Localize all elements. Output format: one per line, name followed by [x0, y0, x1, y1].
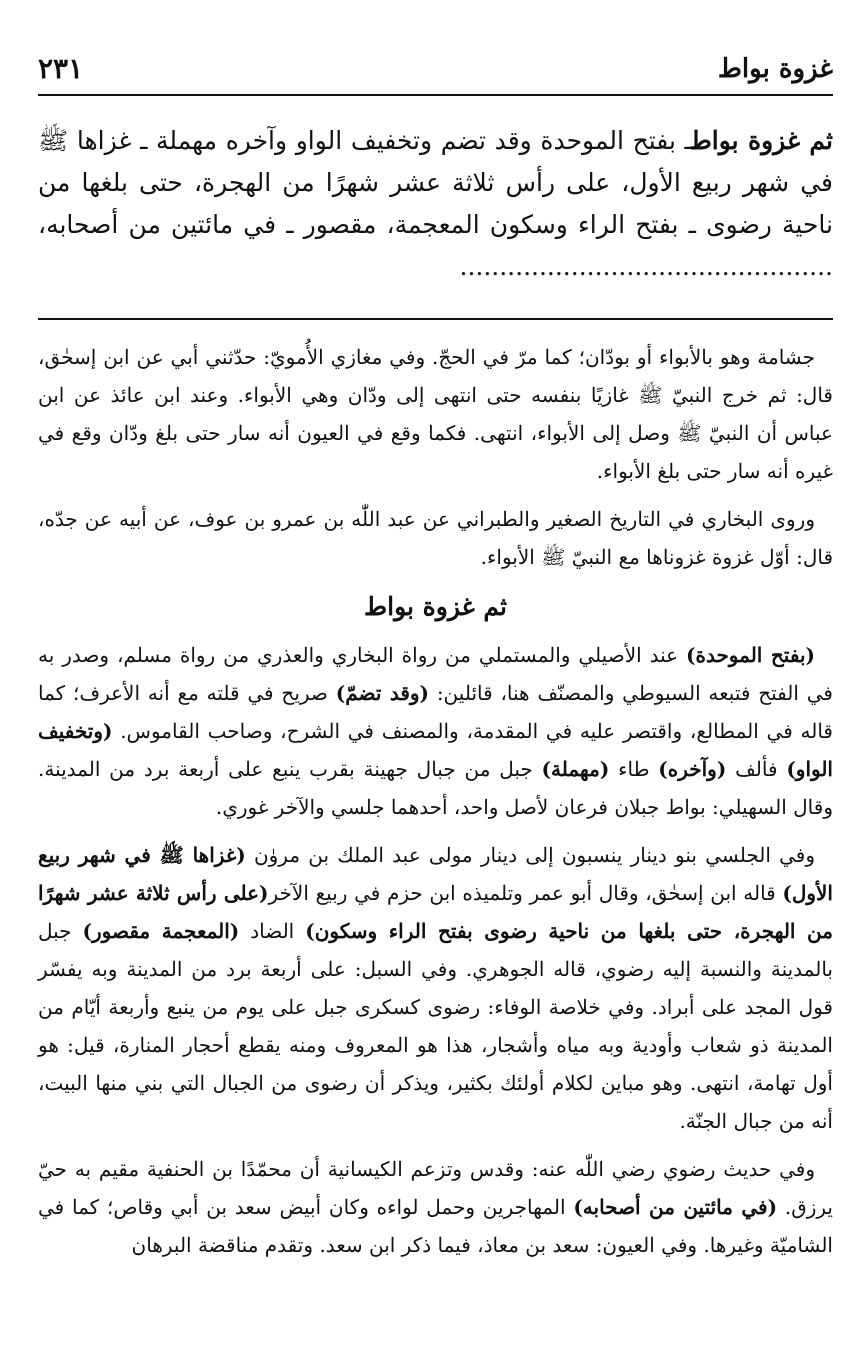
main-paragraph — [38, 120, 833, 288]
separator-rule — [38, 318, 833, 320]
page-header — [38, 50, 833, 96]
page-number: ٢٣١ — [38, 52, 84, 85]
bold-term: (وآخره) — [658, 757, 727, 781]
main-intro-bold: ثم غزوة بواط — [691, 126, 834, 155]
bold-term: (المعجمة مقصور) — [82, 919, 240, 943]
text-run: المهاجرين وحمل لواءه وكان أبيض سعد بن أبي وقاص؛ كما في الشاميّة وغيرها. وفي العيون: سعد بن معاذ، فيما ذكر ابن سعد. وتقدم مناقضة البرهان — [38, 1195, 833, 1257]
text-run: صريح في قلته مع أنه الأعرف؛ كما قاله في المطالع، واقتصر عليه في المقدمة، والمصنف في الشرح، وصاحب القاموس. — [38, 681, 833, 743]
commentary-paragraph-2: وروى البخاري في التاريخ الصغير والطبراني عن عبد اللّٰه بن عمرو بن عوف، عن أبيه عن جدّه، قال: أوّل غزوة غزوناها مع النبيّ ﷺ الأبواء. — [38, 507, 833, 569]
main-intro-text: ـ بفتح الموحدة وقد تضم وتخفيف الواو وآخره مهملة ـ غزاها ﷺ في شهر ربيع الأول، على رأس ثلاثة عشر شهرًا من الهجرة، حتى بلغها من ناحية رضوى ـ بفتح الراء وسكون المعجمة، مقصور ـ في مائتين من أصحابه، — [38, 126, 833, 239]
text-run: الضاد — [239, 919, 306, 943]
bold-term: (مهملة) — [541, 757, 610, 781]
bold-term: (وقد تضمّ) — [335, 681, 430, 705]
text-run: قاله ابن إسحٰق، وقال أبو عمر وتلميذه ابن حزم في ربيع الآخر — [268, 881, 783, 905]
running-title: غزوة بواط — [717, 54, 833, 84]
commentary-paragraph-4 — [38, 836, 833, 1140]
main-text — [38, 120, 833, 288]
text-run: جبل بالمدينة والنسبة إليه رضوي، قاله الجوهري. وفي السبل: على أربعة برد من المدينة وبه يفسّر قول المجد على أبراد. وفي خلاصة الوفاء: رضوى كسكرى جبل على يوم من ينبع وأربعة أيّام من المدينة ذو شعاب وأودية وبه مياه وأشجار، هذا هو المعروف ومنه يقطع أحجار المنارة، قيل: هو أول تهامة، انتهى. وهو مباين لكلام أولئك بكثير، ويذكر أن رضوى من الجبال التي بني منها البيت، أنه من جبال الجنّة. — [38, 919, 833, 1133]
text-run: عند الأصيلي والمستملي من رواة البخاري والعذري من رواة مسلم، وصدر به في الفتح فتبعه السيوطي والمصنّف هنا، قائلين: — [38, 643, 833, 705]
text-run: طاء — [609, 757, 659, 781]
commentary — [38, 338, 833, 1274]
text-run: وفي الجلسي بنو دينار ينسبون إلى دينار مولى عبد الملك بن مروٰن — [245, 843, 815, 867]
text-run: وفي حديث رضوي رضي اللّٰه عنه: وقدس وتزعم الكيسانية أن محمّدًا بن الحنفية مقيم به حيّ يرزق. — [38, 1157, 833, 1219]
commentary-paragraph-5 — [38, 1150, 833, 1264]
bold-term: (على رأس ثلاثة عشر شهرًا من الهجرة، حتى بلغها من ناحية رضوى بفتح الراء وسكون) — [38, 881, 833, 943]
text-run: فألف — [726, 757, 787, 781]
bold-term: (وتخفيف الواو) — [38, 719, 833, 781]
commentary-paragraph-1: جشامة وهو بالأبواء أو بودّان؛ كما مرّ في الحجّ. وفي مغازي الأُمويّ: حدّثني أبي عن ابن إسحٰق، قال: ثم خرج النبيّ ﷺ غازيًا بنفسه حتى انتهى إلى ودّان وهي الأبواء. وعند ابن عائذ عن ابن عباس أن النبيّ ﷺ وصل إلى الأبواء، انتهى. فكما وقع في العيون أنه سار حتى بلغ ودّان وقع في غيره أنه سار حتى بلغ الأبواء. — [38, 345, 833, 483]
bold-term: (غزاها ﷺ في شهر ربيع الأول) — [38, 843, 833, 905]
text-run: جبل من جبال جهينة بقرب ينبع على أربعة برد من المدينة. وقال السهيلي: بواط جبلان فرعان لأصل واحد، أحدهما جلسي والآخر غوري. — [38, 757, 833, 819]
commentary-paragraph-3 — [38, 636, 833, 826]
section-heading: ثم غزوة بواط — [364, 592, 507, 621]
bold-term: (بفتح الموحدة) — [686, 643, 815, 667]
main-dots: ............................................... — [459, 252, 833, 281]
bold-term: (في مائتين من أصحابه) — [573, 1195, 778, 1219]
